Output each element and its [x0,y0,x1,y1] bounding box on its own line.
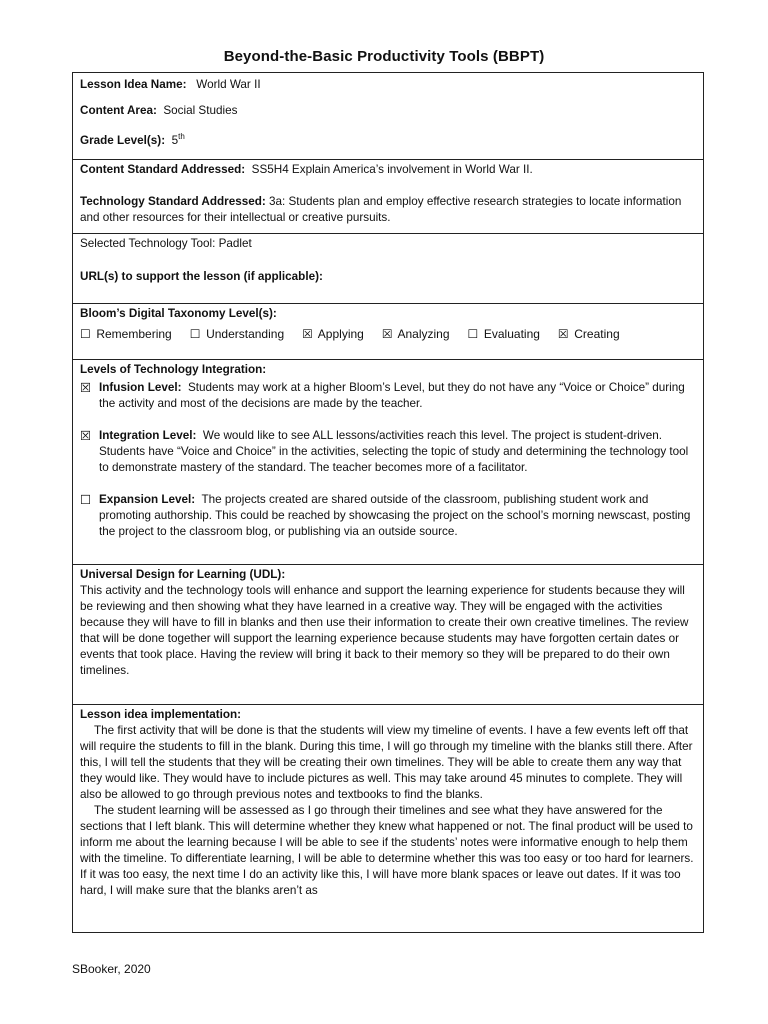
tool-value: Padlet [218,237,252,250]
tech-standard-label: Technology Standard Addressed: [80,195,266,208]
grade-level-sup: th [178,132,185,141]
tool-label: Selected Technology Tool: [80,237,216,250]
lesson-info-section [73,73,703,159]
bloom-option-understanding[interactable] [190,326,284,342]
bloom-section [73,303,703,359]
udl-heading: Universal Design for Learning (UDL): [80,568,286,581]
grade-level-label: Grade Level(s): [80,133,166,147]
bloom-option-creating[interactable] [558,326,620,342]
footer-author: SBooker, 2020 [72,962,151,976]
expansion-level-text [99,492,696,540]
implementation-section [73,704,703,932]
document-title: Beyond-the-Basic Productivity Tools (BBPT) [223,48,545,65]
content-area-line [80,103,696,119]
url-label: URL(s) to support the lesson (if applicable): [80,270,323,283]
infusion-level-text [99,380,696,412]
bloom-option-label: Analyzing [397,327,450,341]
checkbox-checked-icon: ☒ [80,429,92,443]
integration-heading: Levels of Technology Integration: [80,363,267,376]
udl-section [73,564,703,704]
bloom-option-label: Understanding [206,327,285,341]
content-area-label: Content Area: [80,104,157,117]
implementation-heading: Lesson idea implementation: [80,708,242,721]
checkbox-icon: ☐ [80,493,92,507]
checkbox-checked-icon: ☒ [302,327,313,341]
content-standard-label: Content Standard Addressed: [80,163,246,176]
bloom-option-label: Evaluating [483,327,540,341]
infusion-level-desc: Students may work at a higher Bloom’s Level, but they do not have any “Voice or Choice” during the activity and most of the decisions are made by the teacher. [99,381,685,410]
checkbox-checked-icon: ☒ [80,381,92,395]
checkbox-icon: ☐ [467,327,479,341]
lesson-idea-label: Lesson Idea Name: [80,78,187,91]
tool-section [73,233,703,303]
content-standard-line [80,162,696,178]
integration-level-label: Integration Level: [99,429,197,442]
lesson-idea-line [80,77,696,93]
standards-section [73,159,703,233]
expansion-level[interactable] [80,492,696,540]
infusion-level[interactable] [80,380,696,412]
bloom-option-evaluating[interactable] [468,326,540,342]
bloom-option-label: Remembering [96,327,172,341]
tool-line [80,236,696,252]
integration-level-text [99,428,696,476]
bloom-option-applying[interactable] [302,326,364,342]
integration-level[interactable] [80,428,696,476]
lesson-idea-value: World War II [196,78,261,91]
expansion-level-label: Expansion Level: [99,493,196,506]
tech-standard-value: 3a: Students plan and employ effective research strategies to locate information and other resources for their intellectual or creative pursuits. [80,195,682,224]
tech-standard-line [80,194,696,226]
content-area-value: Social Studies [163,104,238,117]
bloom-option-remembering[interactable] [80,326,172,342]
grade-level-line [80,129,696,149]
implementation-paragraph-2: The student learning will be assessed as I go through their timelines and see what they have answered for the sections that I left blank. This will determine whether they knew what happened or not. The final product will be used to inform me about the learning because I will be able to see if the students’ notes were informative enough to help them with the timeline. To differentiate learning, I will be able to determine whether this was too easy or too hard for learners. If it was too easy, the next time I do an activity like this, I will have more blank spaces or leave out dates. If it was too hard, I will make sure that the blanks aren’t as [80,804,694,897]
content-standard-value: SS5H4 Explain America’s involvement in World War II. [251,163,533,176]
lesson-form [72,72,704,933]
checkbox-checked-icon: ☒ [381,327,393,341]
integration-section [73,359,703,564]
integration-level-desc: We would like to see ALL lessons/activities reach this level. The project is student-driven. Students have “Voice and Choice” in the activities, selecting the topic of study and determining the technology tool to demonstrate mastery of the standard. The teacher becomes more of a facilitator. [99,429,689,474]
udl-text: This activity and the technology tools will enhance and support the learning experience for students because they will be reviewing and then showing what they have learned in a creative way. They will be engaged with the activities because they will have to fill in blanks and then use their information to create their own creative timelines. The review that will be done together will support the learning experience because students may have forgotten certain dates or events that took place. Having the review will bring it back to their memory so they will be prepared to do their own timelines. [80,584,689,677]
bloom-options [80,326,696,342]
bloom-option-label: Applying [317,327,364,341]
checkbox-icon: ☐ [189,327,201,341]
grade-level-value: 5 [171,133,179,147]
bloom-heading: Bloom’s Digital Taxonomy Level(s): [80,307,277,320]
expansion-level-desc: The projects created are shared outside of the classroom, publishing student work and promoting authorship. This could be reached by showcasing the project on the school’s morning newscast, posting the project to the classroom blog, or publishing via an outside source. [99,493,691,538]
infusion-level-label: Infusion Level: [99,381,182,394]
checkbox-icon: ☐ [80,327,91,341]
implementation-paragraph-1: The first activity that will be done is that the students will view my timeline of events. I have a few events left off that will require the students to fill in the blank. During this time, I will go through my timeline with the blanks still there. After this, I will tell the students that they will be creating their own timelines. They will be able to create them any way that they would like. They would have to include pictures as well. This may take around 45 minutes to complete. They will also be allowed to go through previous notes and textbooks to find the blanks. [80,724,693,801]
bloom-option-label: Creating [574,327,620,341]
checkbox-checked-icon: ☒ [557,327,569,341]
bloom-option-analyzing[interactable] [382,326,450,342]
